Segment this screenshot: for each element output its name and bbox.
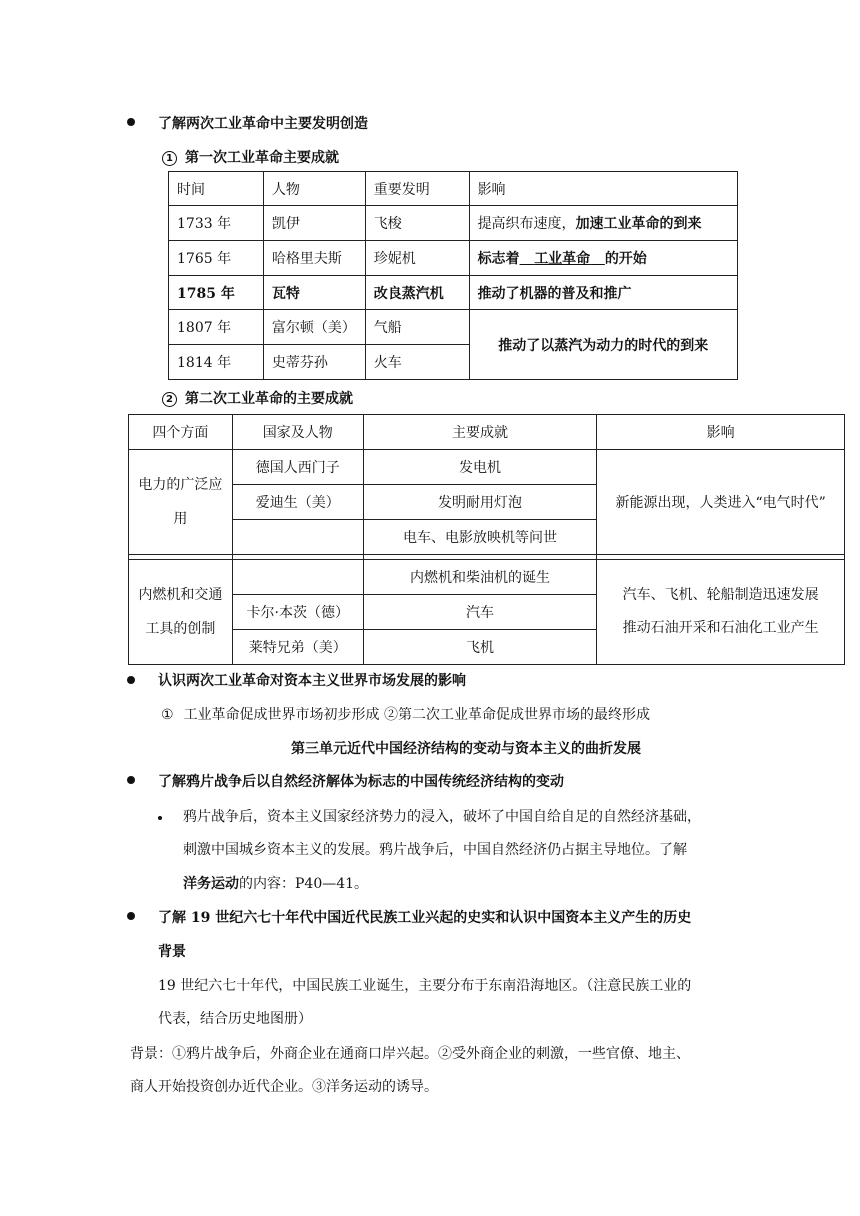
subheading [162, 388, 353, 408]
section-text [161, 704, 650, 724]
header-cell: 国家及人物 [232, 415, 363, 450]
table-cell: 1807 年 [169, 310, 264, 345]
table-cell: 发明耐用灯泡 [363, 485, 597, 520]
table-row [169, 276, 738, 310]
section-heading: 了解两次工业革命中主要发明创造 [158, 116, 368, 132]
table-cell: 哈格里夫斯 [263, 241, 365, 276]
table-row [169, 310, 738, 345]
header-cell: 影响 [597, 415, 845, 450]
circled-number: 2 [162, 392, 177, 407]
table-header-row [169, 172, 738, 206]
subheading-text: 第二次工业革命的主要成就 [185, 391, 353, 407]
impact-line: 推动石油开采和石油化工业产生 [622, 620, 819, 636]
subheading-text: 第一次工业革命主要成就 [185, 150, 339, 166]
circled-number: ① [161, 707, 174, 723]
section-text-body: 工业革命促成世界市场初步形成 ②第二次工业革命促成世界市场的最终形成 [183, 707, 651, 723]
table-cell: 卡尔·本茨（德） [232, 595, 363, 630]
table-cell: 发电机 [363, 450, 597, 485]
table-cell: 内燃机和柴油机的诞生 [363, 560, 597, 595]
impact-text: 的开始 [604, 251, 647, 267]
table-cell [469, 206, 737, 241]
table-cell: 莱特兄弟（美） [232, 630, 363, 665]
table-cell: 凯伊 [263, 206, 365, 241]
table-first-industrial-revolution [168, 171, 738, 380]
impact-text: 提高织布速度， [477, 216, 576, 232]
paragraph-line: 刺激中国城乡资本主义的发展。鸦片战争后，中国自然经济仍占据主导地位。了解 [183, 842, 687, 858]
bold-term: 洋务运动 [183, 876, 239, 892]
table-cell: 珍妮机 [365, 241, 469, 276]
bullet-icon [127, 776, 135, 784]
table-cell-merged: 推动了以蒸汽为动力的时代的到来 [469, 310, 737, 380]
impact-text: 标志着 [477, 251, 520, 267]
aspect-cell: 电力的广泛应用 [129, 450, 233, 555]
subheading [162, 147, 339, 167]
aspect-cell: 内燃机和交通工具的创制 [129, 560, 233, 665]
paragraph-line: 代表，结合历史地图册） [158, 1011, 312, 1027]
paragraph-text: 的内容：P40—41。 [239, 876, 369, 892]
table-cell [232, 560, 363, 595]
paragraph-line: 背景：①鸦片战争后，外商企业在通商口岸兴起。②受外商企业的刺激，一些官僚、地主、 [130, 1046, 690, 1062]
table-cell: 史蒂芬孙 [263, 345, 365, 380]
table-cell: 富尔顿（美） [263, 310, 365, 345]
header-cell: 重要发明 [365, 172, 469, 206]
table-cell: 改良蒸汽机 [365, 276, 469, 310]
table-cell: 1814 年 [169, 345, 264, 380]
table-cell: 汽车 [363, 595, 597, 630]
paragraph-line [183, 873, 368, 893]
table-cell: 电车、电影放映机等问世 [363, 520, 597, 555]
table-cell: 爱迪生（美） [232, 485, 363, 520]
bullet-icon [127, 676, 135, 684]
table-cell [469, 241, 737, 276]
table-cell: 飞梭 [365, 206, 469, 241]
list-dot-icon [158, 816, 162, 820]
header-cell: 四个方面 [129, 415, 233, 450]
header-cell: 时间 [169, 172, 264, 206]
table-cell: 1785 年 [169, 276, 264, 310]
section-heading: 背景 [158, 944, 186, 960]
impact-cell: 新能源出现，人类进入“电气时代” [597, 450, 845, 555]
table-cell: 德国人西门子 [232, 450, 363, 485]
table-cell: 气船 [365, 310, 469, 345]
impact-cell [597, 560, 845, 665]
table-header-row [129, 415, 845, 450]
table-cell: 火车 [365, 345, 469, 380]
fill-blank-text: 工业革命 [534, 251, 591, 267]
table-cell: 瓦特 [263, 276, 365, 310]
table-row [129, 450, 845, 485]
table-row [169, 206, 738, 241]
table-cell: 1733 年 [169, 206, 264, 241]
table-row [129, 560, 845, 595]
fill-blank [520, 251, 605, 267]
paragraph-line: 商人开始投资创办近代企业。③洋务运动的诱导。 [130, 1079, 438, 1095]
paragraph-line: 鸦片战争后，资本主义国家经济势力的浸入，破坏了中国自给自足的自然经济基础， [183, 809, 701, 825]
table-second-industrial-revolution [128, 414, 845, 665]
circled-number: 1 [162, 151, 177, 166]
header-cell: 影响 [469, 172, 737, 206]
section-heading: 认识两次工业革命对资本主义世界市场发展的影响 [158, 673, 466, 689]
section-heading: 了解 19 世纪六七十年代中国近代民族工业兴起的史实和认识中国资本主义产生的历史 [158, 910, 692, 926]
table-cell: 推动了机器的普及和推广 [469, 276, 737, 310]
table-cell [232, 520, 363, 555]
section-heading: 了解鸦片战争后以自然经济解体为标志的中国传统经济结构的变动 [158, 774, 564, 790]
impact-line: 汽车、飞机、轮船制造迅速发展 [622, 587, 819, 603]
header-cell: 主要成就 [363, 415, 597, 450]
table-cell: 1765 年 [169, 241, 264, 276]
paragraph-line: 19 世纪六七十年代，中国民族工业诞生，主要分布于东南沿海地区。（注意民族工业的 [158, 978, 692, 994]
table-cell: 飞机 [363, 630, 597, 665]
bullet-icon [127, 118, 135, 126]
unit-title: 第三单元近代中国经济结构的变动与资本主义的曲折发展 [291, 741, 641, 757]
header-cell: 人物 [263, 172, 365, 206]
impact-text-bold: 加速工业革命的到来 [575, 216, 702, 232]
table-row [169, 241, 738, 276]
bullet-icon [127, 912, 135, 920]
